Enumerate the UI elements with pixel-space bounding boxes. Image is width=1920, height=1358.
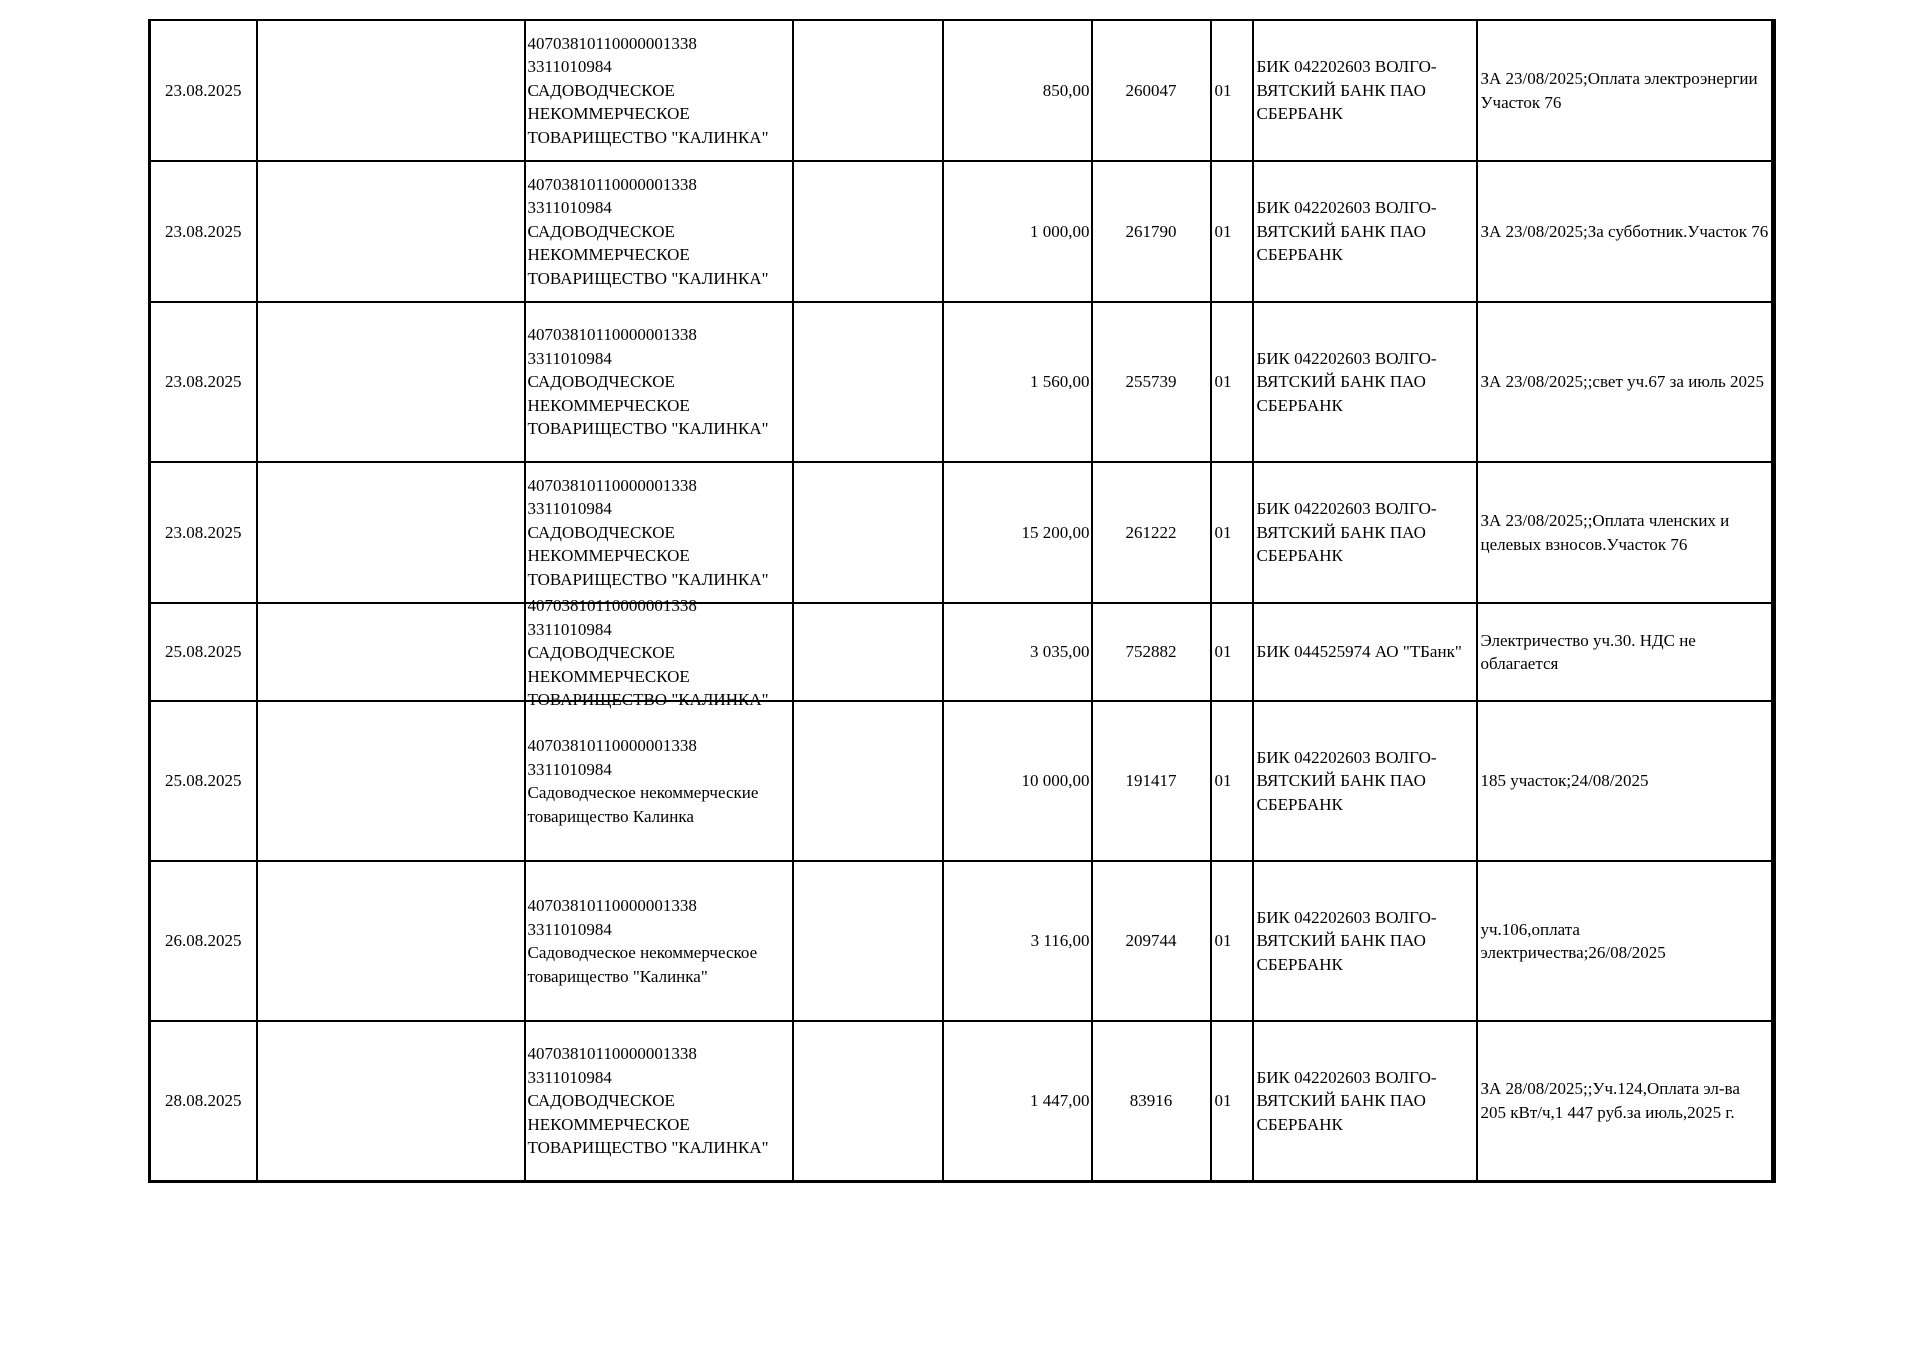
bank-details: БИК 042202603 ВОЛГО-ВЯТСКИЙ БАНК ПАО СБЕРБАНК xyxy=(1253,161,1477,302)
counterparty-name-line: НЕКОММЕРЧЕСКОЕ xyxy=(527,395,690,415)
counterparty-account: 40703810110000001338 xyxy=(527,475,697,495)
counterparty-cell xyxy=(525,302,793,462)
document-number: 260047 xyxy=(1092,20,1211,161)
bank-details: БИК 042202603 ВОЛГО-ВЯТСКИЙ БАНК ПАО СБЕРБАНК xyxy=(1253,861,1477,1021)
counterparty-name-line: НЕКОММЕРЧЕСКОЕ xyxy=(527,245,690,265)
empty-cell xyxy=(257,1021,525,1181)
operation-date: 23.08.2025 xyxy=(150,20,257,161)
counterparty-name-line: САДОВОДЧЕСКОЕ xyxy=(527,372,675,392)
counterparty-name-line: ТОВАРИЩЕСТВО "КАЛИНКА" xyxy=(527,127,769,147)
counterparty-inn: 3311010984 xyxy=(527,348,612,368)
amount: 3 035,00 xyxy=(943,603,1092,701)
operation-date: 26.08.2025 xyxy=(150,861,257,1021)
counterparty-cell xyxy=(525,20,793,161)
table-row xyxy=(150,603,1774,701)
counterparty-inn: 3311010984 xyxy=(527,57,612,77)
empty-cell xyxy=(257,462,525,603)
amount: 10 000,00 xyxy=(943,701,1092,861)
empty-cell xyxy=(793,302,943,462)
amount: 1 000,00 xyxy=(943,161,1092,302)
statement-table xyxy=(148,19,1776,1183)
table-row xyxy=(150,161,1774,302)
counterparty-name-line: ТОВАРИЩЕСТВО "КАЛИНКА" xyxy=(527,268,769,288)
counterparty-inn: 3311010984 xyxy=(527,1067,612,1087)
counterparty-inn: 3311010984 xyxy=(527,619,612,639)
table-row xyxy=(150,861,1774,1021)
table-row xyxy=(150,20,1774,161)
counterparty-cell xyxy=(525,462,793,603)
counterparty-name-line: ТОВАРИЩЕСТВО "КАЛИНКА" xyxy=(527,419,769,439)
counterparty-name-line: НЕКОММЕРЧЕСКОЕ xyxy=(527,104,690,124)
counterparty-cell xyxy=(525,701,793,861)
counterparty-account: 40703810110000001338 xyxy=(527,1044,697,1063)
empty-cell xyxy=(257,302,525,462)
counterparty-name-line: САДОВОДЧЕСКОЕ xyxy=(527,643,675,662)
operation-code: 01 xyxy=(1211,603,1253,701)
counterparty-name-line: ТОВАРИЩЕСТВО "КАЛИНКА" xyxy=(527,1138,769,1157)
counterparty-name-line: НЕКОММЕРЧЕСКОЕ xyxy=(527,546,690,566)
bank-details: БИК 042202603 ВОЛГО-ВЯТСКИЙ БАНК ПАО СБЕРБАНК xyxy=(1253,1021,1477,1181)
counterparty-account: 40703810110000001338 xyxy=(527,596,697,615)
counterparty-name-line: НЕКОММЕРЧЕСКОЕ xyxy=(527,666,690,686)
amount: 850,00 xyxy=(943,20,1092,161)
payment-purpose: уч.106,оплата электричества;26/08/2025 xyxy=(1477,861,1774,1021)
operation-code: 01 xyxy=(1211,20,1253,161)
counterparty-inn: 3311010984 xyxy=(527,499,612,519)
counterparty-account: 40703810110000001338 xyxy=(527,174,697,194)
empty-cell xyxy=(793,701,943,861)
document-number: 255739 xyxy=(1092,302,1211,462)
operation-code: 01 xyxy=(1211,302,1253,462)
bank-details: БИК 042202603 ВОЛГО-ВЯТСКИЙ БАНК ПАО СБЕРБАНК xyxy=(1253,701,1477,861)
document-number: 261222 xyxy=(1092,462,1211,603)
bank-details: БИК 042202603 ВОЛГО-ВЯТСКИЙ БАНК ПАО СБЕРБАНК xyxy=(1253,302,1477,462)
payment-purpose: ЗА 23/08/2025;За субботник.Участок 76 xyxy=(1477,161,1774,302)
payment-purpose: Электричество уч.30. НДС не облагается xyxy=(1477,603,1774,701)
document-number: 191417 xyxy=(1092,701,1211,861)
operation-date: 25.08.2025 xyxy=(150,701,257,861)
counterparty-account: 40703810110000001338 xyxy=(527,325,697,345)
empty-cell xyxy=(793,861,943,1021)
empty-cell xyxy=(793,161,943,302)
operation-code: 01 xyxy=(1211,701,1253,861)
operation-date: 25.08.2025 xyxy=(150,603,257,701)
operation-date: 28.08.2025 xyxy=(150,1021,257,1181)
counterparty-cell xyxy=(525,861,793,1021)
bank-details: БИК 042202603 ВОЛГО-ВЯТСКИЙ БАНК ПАО СБЕРБАНК xyxy=(1253,20,1477,161)
empty-cell xyxy=(257,603,525,701)
empty-cell xyxy=(257,161,525,302)
table-row xyxy=(150,302,1774,462)
document-number: 83916 xyxy=(1092,1021,1211,1181)
counterparty-name-line: ТОВАРИЩЕСТВО "КАЛИНКА" xyxy=(527,690,769,709)
operation-date: 23.08.2025 xyxy=(150,161,257,302)
payment-purpose: ЗА 23/08/2025;;свет уч.67 за июль 2025 xyxy=(1477,302,1774,462)
counterparty-name-line: САДОВОДЧЕСКОЕ xyxy=(527,221,675,241)
counterparty-name-line: НЕКОММЕРЧЕСКОЕ xyxy=(527,1114,690,1134)
counterparty-name-line: ТОВАРИЩЕСТВО "КАЛИНКА" xyxy=(527,569,769,589)
empty-cell xyxy=(793,603,943,701)
counterparty-inn: 3311010984 xyxy=(527,759,612,779)
document-number: 261790 xyxy=(1092,161,1211,302)
counterparty-cell xyxy=(525,161,793,302)
counterparty-account: 40703810110000001338 xyxy=(527,736,697,755)
payment-purpose: 185 участок;24/08/2025 xyxy=(1477,701,1774,861)
operation-date: 23.08.2025 xyxy=(150,302,257,462)
document-number: 752882 xyxy=(1092,603,1211,701)
empty-cell xyxy=(257,701,525,861)
amount: 15 200,00 xyxy=(943,462,1092,603)
empty-cell xyxy=(793,20,943,161)
empty-cell xyxy=(793,462,943,603)
document-number: 209744 xyxy=(1092,861,1211,1021)
counterparty-name-line: товарищество "Калинка" xyxy=(527,966,708,986)
bank-details: БИК 042202603 ВОЛГО-ВЯТСКИЙ БАНК ПАО СБЕРБАНК xyxy=(1253,462,1477,603)
table-row xyxy=(150,462,1774,603)
operation-code: 01 xyxy=(1211,861,1253,1021)
operation-code: 01 xyxy=(1211,462,1253,603)
counterparty-inn: 3311010984 xyxy=(527,198,612,218)
counterparty-account: 40703810110000001338 xyxy=(527,896,697,915)
table-row xyxy=(150,701,1774,861)
operation-code: 01 xyxy=(1211,161,1253,302)
counterparty-inn: 3311010984 xyxy=(527,919,612,939)
counterparty-name-line: САДОВОДЧЕСКОЕ xyxy=(527,1091,675,1110)
counterparty-account: 40703810110000001338 xyxy=(527,33,697,53)
payment-purpose: ЗА 28/08/2025;;Уч.124,Оплата эл-ва 205 кВт/ч,1 447 руб.за июль,2025 г. xyxy=(1477,1021,1774,1181)
table-row xyxy=(150,1021,1774,1181)
amount: 1 560,00 xyxy=(943,302,1092,462)
payment-purpose: ЗА 23/08/2025;;Оплата членских и целевых взносов.Участок 76 xyxy=(1477,462,1774,603)
empty-cell xyxy=(257,861,525,1021)
counterparty-cell xyxy=(525,1021,793,1181)
operation-code: 01 xyxy=(1211,1021,1253,1181)
amount: 3 116,00 xyxy=(943,861,1092,1021)
payment-purpose: ЗА 23/08/2025;Оплата электроэнергии Участок 76 xyxy=(1477,20,1774,161)
empty-cell xyxy=(793,1021,943,1181)
counterparty-name-line: товарищество Калинка xyxy=(527,806,694,826)
counterparty-name-line: Садоводческое некоммерческие xyxy=(527,783,759,802)
bank-details: БИК 044525974 АО "ТБанк" xyxy=(1253,603,1477,701)
counterparty-name-line: САДОВОДЧЕСКОЕ xyxy=(527,522,675,542)
empty-cell xyxy=(257,20,525,161)
counterparty-name-line: САДОВОДЧЕСКОЕ xyxy=(527,80,675,100)
amount: 1 447,00 xyxy=(943,1021,1092,1181)
counterparty-cell xyxy=(525,596,793,709)
operation-date: 23.08.2025 xyxy=(150,462,257,603)
counterparty-name-line: Садоводческое некоммерческое xyxy=(527,943,758,962)
